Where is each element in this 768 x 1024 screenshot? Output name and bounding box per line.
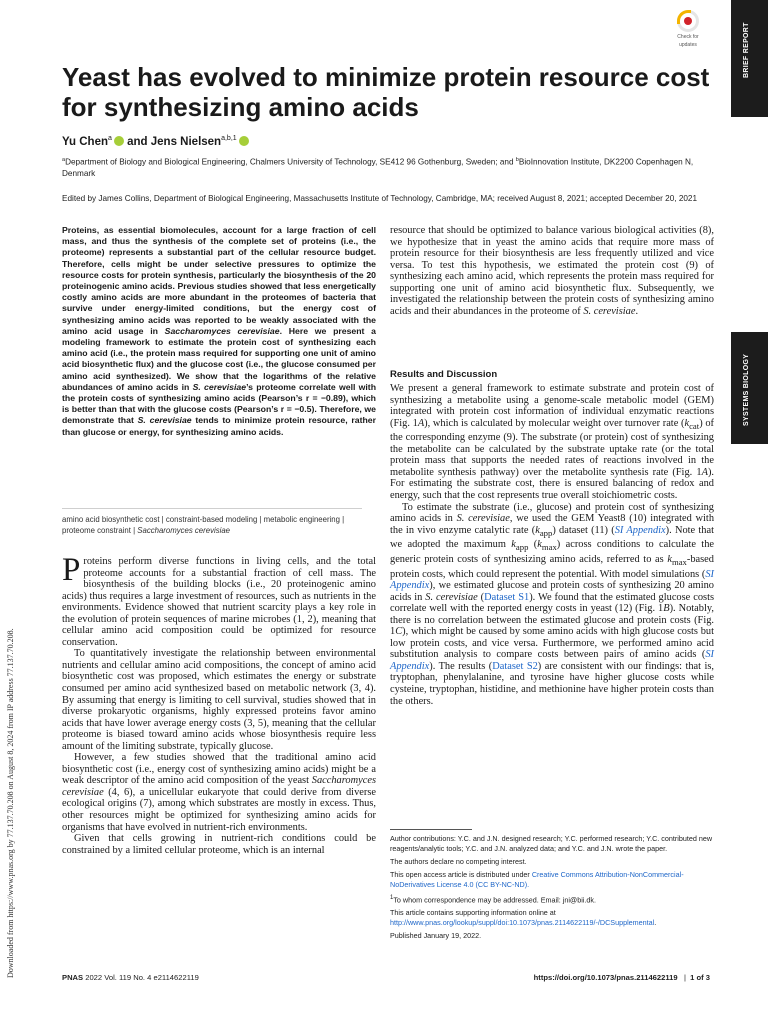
check-for-updates-badge[interactable]	[668, 10, 708, 52]
download-notice: Downloaded from https://www.pnas.org by 77.137.70.208 on August 8, 2024 from IP address 77.137.70.208.	[6, 628, 15, 978]
author-1-sup: a	[108, 135, 112, 142]
affil-a: Department of Biology and Biological Engineering, Chalmers University of Technology, SE412 96 Gothenburg, Sweden; and	[65, 157, 516, 167]
author-2[interactable]: Jens Nielsen	[150, 135, 222, 148]
si-appendix-link[interactable]: SI Appendix	[614, 524, 666, 536]
brief-report-label: BRIEF REPORT	[743, 22, 750, 78]
crossmark-icon	[677, 10, 699, 32]
orcid-icon[interactable]	[114, 136, 124, 146]
intro-continued: resource that should be optimized to balance various biological activities (8), we hypothesize that in yeast the amino acids that require more mass of protein resource for their biosynthesis are less frequently utilized and vice versa. To test this hypothesis, we estimated the protein cost (9) of synthesizing each amino acid, which represents the protein mass required for supporting one unit of amino acid biosynthetic flux. Subsequently, we investigated the relationship between the protein costs of synthesizing amino acids and their abundances in the proteome of S. cerevisiae.	[390, 225, 714, 317]
orcid-icon[interactable]	[239, 136, 249, 146]
footnotes	[390, 834, 714, 944]
author-1[interactable]: Yu Chen	[62, 135, 109, 148]
results-paragraph-2: To estimate the substrate (i.e., glucose) and protein cost of synthesizing amino acids in S. cerevisiae, we used the GEM Yeast8 (10) integrated with the in vivo enzyme catalytic rate $(k_{app})$ dataset (11) (SI Appendix). Note that we adopted the maximum $k_{app}$ $(k_{max})$ across conditions to calculate the generic protein costs of synthesizing amino acids, referred to as $k_{max}$-based protein costs, which could represent the potential. With model simulations (SI Appendix), we estimated glucose and protein costs of synthesizing 20 amino acids in S. cerevisiae (Dataset S1). We found that the estimated glucose costs correlate well with the reported energy costs in yeast (12) (Fig. 1B). Notably, there is no correlation between the estimated glucose and protein costs (Fig. 1C), which might be caused by some amino acids with high glucose costs but low protein costs, and vice versa. Furthermore, we performed amino acid substitution analysis to compare costs between pairs of amino acids (SI Appendix). The results (Dataset S2) are consistent with our findings: that is, tryptophan, phenylalanine, and tyrosine have higher glucose costs while cysteine, tryptophan, histidine, and methionine have higher protein costs than the others.	[390, 501, 715, 707]
author-list	[62, 135, 249, 148]
doi-link[interactable]: https://doi.org/10.1073/pnas.2114622119	[533, 973, 678, 982]
systems-biology-label: SYSTEMS BIOLOGY	[743, 353, 750, 426]
dataset-s1-link[interactable]: Dataset S1	[484, 591, 530, 603]
author-contributions: Author contributions: Y.C. and J.N. designed research; Y.C. performed research; Y.C. contributed new reagents/analytic tools; Y.C. and J.N. analyzed data; and Y.C. and J.N. wrote the paper.	[390, 834, 713, 853]
footer-citation	[62, 973, 199, 982]
supporting-info: This article contains supporting information online at http://www.pnas.org/lookup/suppl/doi:10.1073/pnas.2114622119/-/DCSupplemental.	[390, 908, 657, 928]
si-appendix-link[interactable]: SI Appendix	[390, 568, 714, 592]
badge-line2: updates	[679, 42, 697, 48]
section-heading-results: Results and Discussion	[390, 369, 498, 380]
license-link[interactable]: Creative Commons Attribution-NonCommercial-NoDerivatives License 4.0 (CC BY-NC-ND).	[390, 870, 684, 889]
affil-b-sup: b	[515, 157, 519, 163]
results-paragraph-1: We present a general framework to estimate substrate and protein cost of synthesizing a metabolite using a genome-scale metabolic model (GEM) integrated with protein cost information of individual enzymatic reactions (Fig. 1A), which is calculated by molecular weight over turnover rate $(k_{cat})$ of the corresponding enzyme (9). The substrate (or protein) cost of synthesizing the metabolite can be calculated by the substrate uptake rate (or the total protein mass that supports the needed rates of reactions involved in the metabolite synthesis pathway) over the metabolite synthesis rate (Fig. 1A). For estimating the substrate cost, there is ensured balancing of redox and energy, such that the cost represents true overall stoichiometric costs.	[390, 383, 714, 501]
intro-paragraph-1: Proteins perform diverse functions in living cells, and the total proteome accounts for a substantial fraction of cell mass. The biosynthesis of the building blocks (i.e., 20 proteinogenic amino acids) thus requires a large investment of resources, such as nutrients in the environments. Evidence showed that nutrient scarcity plays a key role in the evolution of protein sequences of marine microbes (1, 2), meaning that cellular amino acid composition could be optimized for resource conservation.	[62, 552, 376, 648]
section-tab-systems-biology	[731, 332, 768, 444]
section-tab-brief-report	[731, 0, 768, 117]
citation-text: 2022 Vol. 119 No. 4 e2114622119	[83, 973, 199, 982]
results-column	[390, 383, 714, 707]
open-access-note: This open access article is distributed under Creative Commons Attribution-NonCommercial-NoDerivatives License 4.0 (CC BY-NC-ND).	[390, 870, 684, 889]
author-sep: and	[123, 135, 151, 148]
competing-interest: The authors declare no competing interest.	[390, 857, 527, 866]
download-watermark	[6, 500, 18, 980]
intro-paragraph-4: Given that cells growing in nutrient-rich conditions could be constrained by a limited cellular proteome, which is an internal	[62, 833, 376, 856]
drop-cap: P	[62, 552, 81, 588]
affil-b: BioInnovation Institute, DK2200 Copenhagen N, Denmark	[62, 157, 694, 178]
badge-line1: Check for	[677, 34, 699, 40]
author-2-sup: a,b,1	[221, 135, 237, 142]
footer-doi: https://doi.org/10.1073/pnas.2114622119 | 1 of 3	[533, 973, 710, 982]
intro-paragraph-2: To quantitatively investigate the relationship between environmental nutrients and cellular amino acid compositions, the concept of amino acid biosynthetic cost was proposed, which estimates the energy or substrate consumed per amino acid synthesized based on metabolic network (3, 4). By assuming that energy is limiting to cell survival, studies showed that in diverse prokaryotic organisms, highly expressed proteins favor amino acids that have lower average energy costs (3, 5), meaning that the cellular proteome is biased toward amino acids whose biosynthesis require less amount of the limiting substrate, typically glucose.	[62, 648, 376, 752]
si-link[interactable]: http://www.pnas.org/lookup/suppl/doi:10.1073/pnas.2114622119/-/DCSupplemental	[390, 918, 655, 928]
intro-column	[62, 552, 376, 856]
edited-by: Edited by James Collins, Department of Biological Engineering, Massachusetts Institute of Technology, Cambridge, MA; received August 8, 2021; accepted December 20, 2021	[62, 194, 698, 203]
dataset-s2-link[interactable]: Dataset S2	[492, 660, 538, 672]
keywords: amino acid biosynthetic cost | constraint-based modeling | metabolic engineering | proteome constraint | Saccharomyces cerevisiae	[62, 508, 362, 536]
footnote-divider	[390, 829, 472, 830]
affil-a-sup: a	[62, 157, 66, 163]
abstract: Proteins, as essential biomolecules, account for a large fraction of cell mass, and thus the synthesis of the complete set of proteins (i.e., the proteome) represents a substantial part of the cellular resource budget. Therefore, cells might be under selective pressures to optimize the resource costs for protein synthesis, particularly the biosynthesis of the 20 proteinogenic amino acids. Previous studies showed that less energetically costly amino acids are more abundant in the proteomes of bacteria that survive under energy-limited conditions, but the energy cost of synthesizing amino acids was reported to be weakly associated with the amino acid usage in Saccharomyces cerevisiae. Here we present a modeling framework to estimate the protein cost of synthesizing each amino acid (i.e., the protein mass required for supporting one unit of amino acid biosynthetic flux) and the glucose cost (i.e., the glucose consumed per amino acid synthesized). We show that the logarithms of the relative abundances of amino acids in S. cerevisiae’s proteome correlate well with the protein costs of synthesizing amino acids (Pearson’s r = −0.89), which is better than that with the glucose costs (Pearson’s r = −0.5). Therefore, we demonstrate that S. cerevisiae tends to minimize protein resource, rather than glucose or energy, for synthesizing amino acids.	[62, 225, 377, 437]
affiliations	[62, 155, 722, 179]
published-date: Published January 19, 2022.	[390, 931, 482, 941]
correspondence: $^1$To whom correspondence may be addressed. Email: jni@bii.dk.	[390, 895, 596, 905]
journal-name: PNAS	[62, 973, 84, 982]
si-appendix-link[interactable]: SI Appendix	[390, 649, 714, 672]
intro-paragraph-3: However, a few studies showed that the traditional amino acid biosynthetic cost (i.e., energy cost of synthesizing amino acids) might be a weak descriptor of the amino acid composition of the yeast Saccharomyces cerevisiae (4, 6), a unicellular eukaryote that could derive from diverse ecological origins (7), among which substrates are mostly in excess. Thus, other resources might be optimized for synthesizing amino acids for organisms that have evolved in nutrient-rich environments.	[62, 752, 376, 833]
article-title: Yeast has evolved to minimize protein resource cost for synthesizing amino acids	[62, 62, 710, 122]
page-number: 1 of 3	[690, 973, 710, 982]
